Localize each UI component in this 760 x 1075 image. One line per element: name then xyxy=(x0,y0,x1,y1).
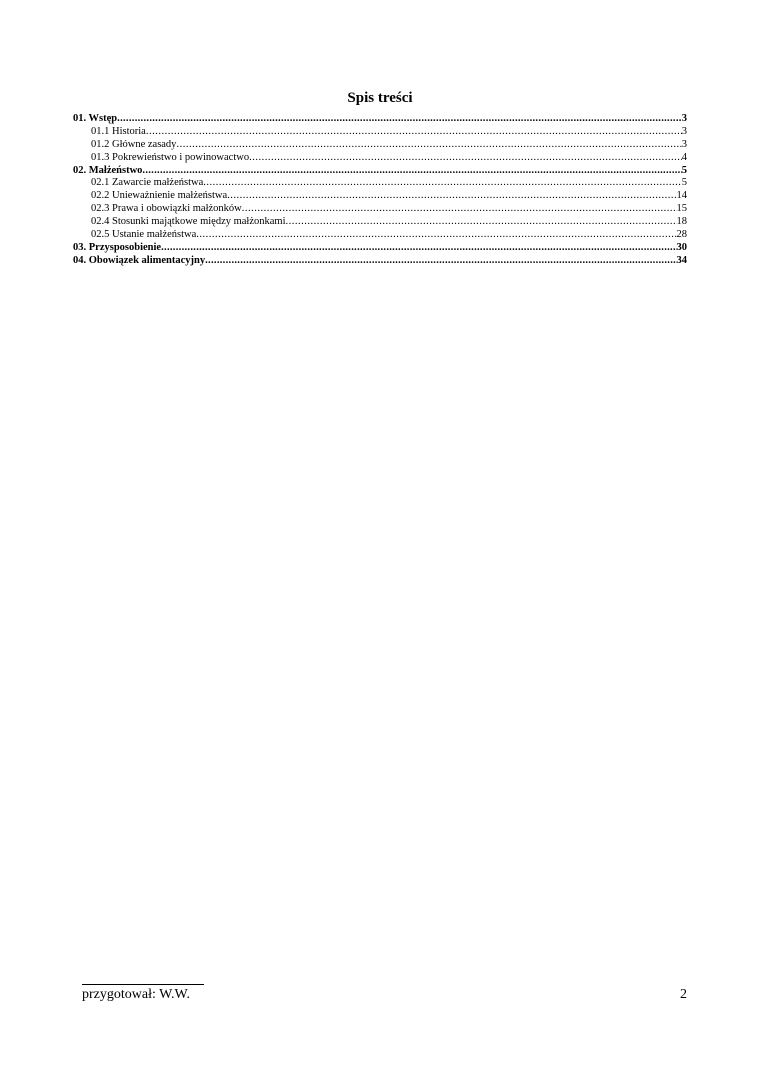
toc-page-number: 30 xyxy=(676,241,687,253)
toc-page-number: 5 xyxy=(681,164,687,176)
toc-dot-leader xyxy=(249,152,682,165)
toc-entry-label: 02.4 Stosunki majątkowe między małżonkami xyxy=(91,216,286,228)
toc-entry-label: 02.5 Ustanie małżeństwa xyxy=(91,229,197,241)
toc-dot-leader xyxy=(146,126,682,139)
toc-page-number: 18 xyxy=(676,216,687,228)
toc-page-number: 14 xyxy=(676,190,687,202)
toc-page-number: 3 xyxy=(681,113,687,124)
toc-dot-leader xyxy=(161,242,676,255)
toc-title: Spis treści xyxy=(347,90,413,106)
toc-dot-leader xyxy=(205,255,676,268)
toc-dot-leader xyxy=(142,165,681,178)
toc-entry-historia[interactable] xyxy=(73,126,687,139)
toc-page-number: 15 xyxy=(676,203,687,215)
toc-entry-label: 01. Wstęp xyxy=(73,113,118,124)
toc-entry-glowne-zasady[interactable] xyxy=(73,139,687,152)
toc-entry-obowiazek-alimentacyjny[interactable] xyxy=(73,255,687,268)
toc-page-number: 4 xyxy=(681,151,687,163)
toc-entry-label: 02.2 Unieważnienie małżeństwa xyxy=(91,190,228,202)
toc-entry-label: 04. Obowiązek alimentacyjny xyxy=(73,254,206,266)
toc-entry-label: 01.2 Główne zasady xyxy=(91,138,177,150)
toc-entry-label: 02. Małżeństwo xyxy=(73,164,143,176)
toc-page-number: 28 xyxy=(676,229,687,241)
toc-entry-ustanie-malzenstwa[interactable] xyxy=(73,229,687,242)
toc-dot-leader xyxy=(203,177,682,190)
footer-divider xyxy=(82,984,204,985)
toc-page-number: 3 xyxy=(681,125,687,137)
toc-page-number: 34 xyxy=(676,254,687,266)
toc-dot-leader xyxy=(286,216,677,229)
toc-entry-label: 02.1 Zawarcie małżeństwa xyxy=(91,177,204,189)
footer-author: przygotował: W.W. xyxy=(82,987,190,1002)
toc-dot-leader xyxy=(196,229,676,242)
toc-entry-prawa-i-obowiazki[interactable] xyxy=(73,203,687,216)
toc-dot-leader xyxy=(117,113,682,126)
toc-entry-label: 02.3 Prawa i obowiązki małżonków xyxy=(91,203,242,215)
toc-entry-uniewaznienie[interactable] xyxy=(73,190,687,203)
toc-entry-zawarcie-malzenstwa[interactable] xyxy=(73,177,687,190)
toc-entry-wstep[interactable] xyxy=(73,113,687,126)
toc-dot-leader xyxy=(176,139,681,152)
toc-dot-leader xyxy=(227,190,676,203)
table-of-contents xyxy=(73,113,687,268)
toc-entry-label: 01.1 Historia xyxy=(91,125,146,137)
toc-entry-pokrewienstwo[interactable] xyxy=(73,152,687,165)
toc-entry-label: 03. Przysposobienie xyxy=(73,241,162,253)
toc-page-number: 5 xyxy=(681,177,687,189)
toc-entry-malzenstwo[interactable] xyxy=(73,165,687,178)
toc-dot-leader xyxy=(242,203,677,216)
footer-page-number: 2 xyxy=(680,987,687,1002)
toc-page-number: 3 xyxy=(681,138,687,150)
toc-entry-przysposobienie[interactable] xyxy=(73,242,687,255)
toc-entry-label: 01.3 Pokrewieństwo i powinowactwo xyxy=(91,151,250,163)
toc-entry-stosunki-majatkowe[interactable] xyxy=(73,216,687,229)
